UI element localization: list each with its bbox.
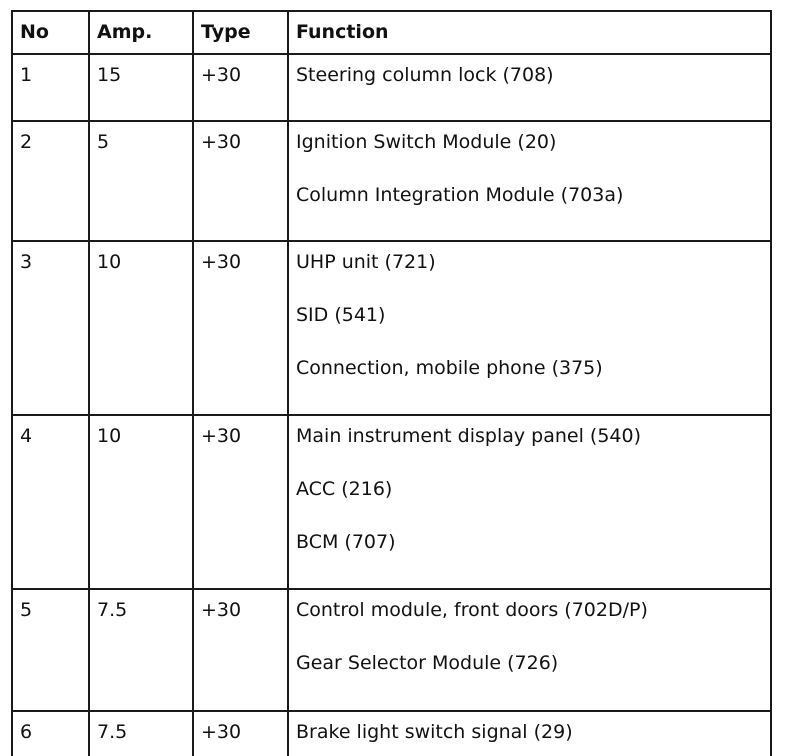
function-line: Ignition Switch Module (20) xyxy=(296,131,557,153)
fuse-amperage: 7.5 xyxy=(97,721,128,743)
cell-amp xyxy=(89,589,193,711)
header-type: Type xyxy=(193,11,288,54)
table-row xyxy=(12,711,771,756)
cell-no xyxy=(12,121,89,241)
table-row xyxy=(12,121,771,241)
cell-type xyxy=(193,241,288,415)
fuse-number: 1 xyxy=(20,64,33,86)
table-row xyxy=(12,241,771,415)
cell-function xyxy=(288,54,771,121)
header-function: Function xyxy=(288,11,771,54)
function-line: Brake light switch signal (29) xyxy=(296,721,573,743)
function-line: Main instrument display panel (540) xyxy=(296,425,641,447)
fuse-number: 2 xyxy=(20,131,33,153)
fuse-type: +30 xyxy=(201,64,242,86)
cell-amp xyxy=(89,711,193,756)
cell-type xyxy=(193,589,288,711)
fuse-type: +30 xyxy=(201,131,242,153)
cell-amp xyxy=(89,54,193,121)
cell-no xyxy=(12,711,89,756)
function-line: Control module, front doors (702D/P) xyxy=(296,599,648,621)
cell-no xyxy=(12,415,89,589)
header-amp: Amp. xyxy=(89,11,193,54)
cell-no xyxy=(12,54,89,121)
fuse-number: 6 xyxy=(20,721,33,743)
fuse-number: 4 xyxy=(20,425,33,447)
function-line: Gear Selector Module (726) xyxy=(296,652,559,674)
header-no: No xyxy=(12,11,89,54)
cell-amp xyxy=(89,121,193,241)
fuse-type: +30 xyxy=(201,251,242,273)
fuse-type: +30 xyxy=(201,599,242,621)
fuse-number: 3 xyxy=(20,251,33,273)
function-line: SID (541) xyxy=(296,304,386,326)
cell-type xyxy=(193,415,288,589)
fuse-amperage: 5 xyxy=(97,131,110,153)
fuse-amperage: 7.5 xyxy=(97,599,128,621)
cell-function xyxy=(288,711,771,756)
function-line: Steering column lock (708) xyxy=(296,64,554,86)
cell-no xyxy=(12,589,89,711)
cell-type xyxy=(193,54,288,121)
fuse-type: +30 xyxy=(201,425,242,447)
table-header-row xyxy=(12,11,771,54)
table-row xyxy=(12,589,771,711)
fuse-type: +30 xyxy=(201,721,242,743)
function-line: UHP unit (721) xyxy=(296,251,436,273)
cell-amp xyxy=(89,415,193,589)
cell-function xyxy=(288,589,771,711)
cell-amp xyxy=(89,241,193,415)
function-line: Column Integration Module (703a) xyxy=(296,184,624,206)
function-line: ACC (216) xyxy=(296,478,393,500)
fuse-amperage: 10 xyxy=(97,251,122,273)
cell-function xyxy=(288,121,771,241)
cell-no xyxy=(12,241,89,415)
cell-type xyxy=(193,121,288,241)
table-row xyxy=(12,415,771,589)
fuse-amperage: 10 xyxy=(97,425,122,447)
fuse-amperage: 15 xyxy=(97,64,122,86)
cell-function xyxy=(288,241,771,415)
fuse-number: 5 xyxy=(20,599,33,621)
cell-function xyxy=(288,415,771,589)
function-line: BCM (707) xyxy=(296,531,396,553)
function-line: Connection, mobile phone (375) xyxy=(296,357,603,379)
table-row xyxy=(12,54,771,121)
fuse-table xyxy=(11,10,772,756)
cell-type xyxy=(193,711,288,756)
